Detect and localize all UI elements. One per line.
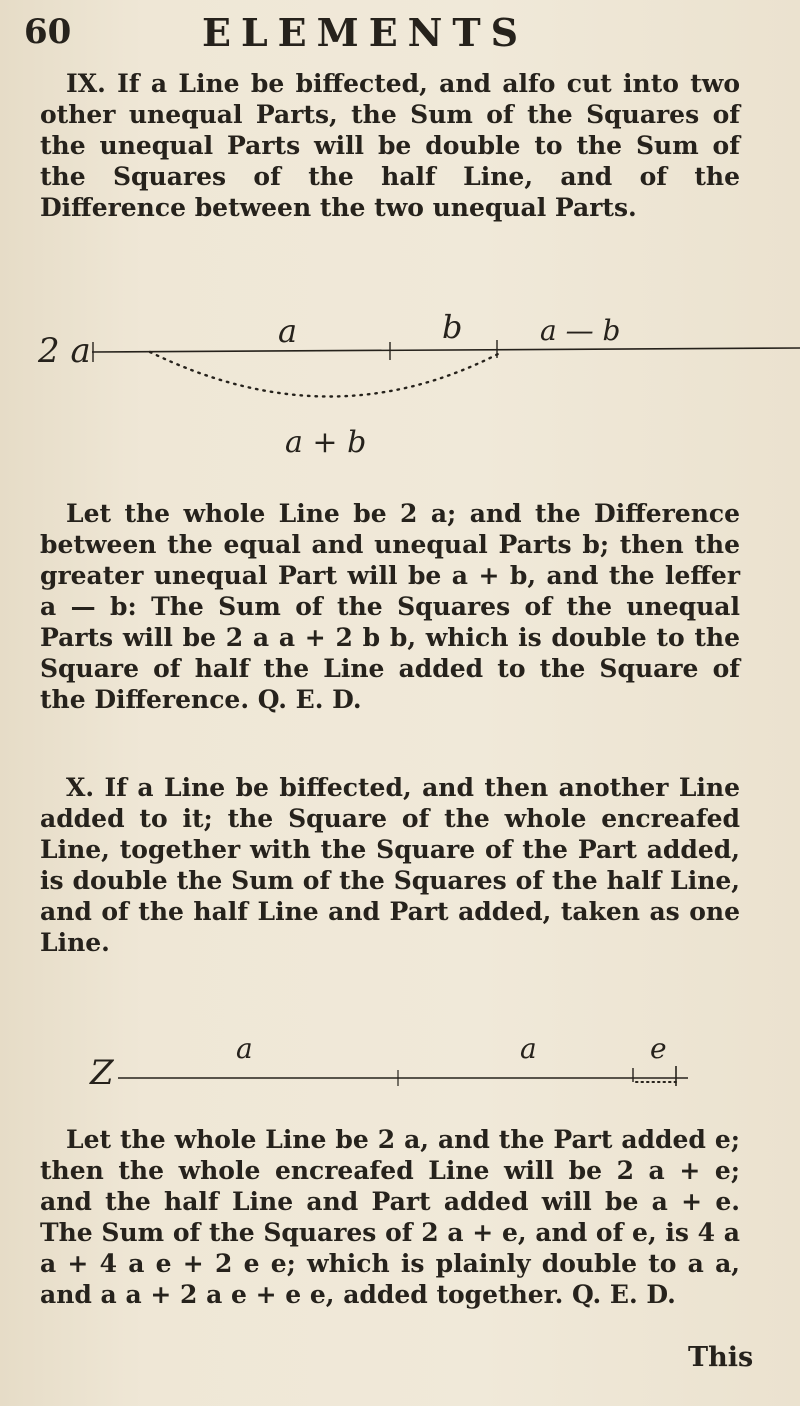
fig2-seg1-label: a [236, 1032, 253, 1065]
page-number: 60 [24, 12, 72, 52]
proof-ix: Let the whole Line be 2 a; and the Difference between the equal and unequal Parts b; then the greater unequal Part will be a + b, and the leffer a — b: The Sum of the Squares of the unequal Parts will be 2 a a + 2 b b, which is double to the Square of half the Line added to the Square of the Difference. Q. E. D. [40, 499, 740, 714]
fig1-seg3-label: a — b [540, 314, 621, 347]
fig1-dotted-arc [150, 352, 498, 397]
fig2-left-label: Z [90, 1053, 114, 1093]
fig1-main-line [92, 348, 800, 352]
proposition-x: X. If a Line be biffected, and then another Line added to it; the Square of the whole encreafed Line, together with the Square of the Part added, is double the Sum of the Squares of the half Line, and of the half Line and Part added, taken as one Line. [40, 773, 740, 957]
fig2-seg3-label: e [650, 1032, 667, 1065]
catchword: This [688, 1342, 754, 1373]
fig2-seg2-label: a [520, 1032, 537, 1065]
running-head [24, 10, 740, 60]
figure-ix [0, 290, 800, 470]
fig1-seg2-label: b [442, 308, 463, 346]
proof-x: Let the whole Line be 2 a, and the Part added e; then the whole encreafed Line will be 2 a + e; and the half Line and Part added will be a + e. The Sum of the Squares of 2 a + e, and of e, is 4 a a + 4 a e + 2 e e; which is plainly double to a a, and a a + 2 a e + e e, added together. Q. E. D. [40, 1125, 740, 1309]
fig1-seg1-label: a [278, 312, 298, 350]
figure-x [0, 1020, 800, 1110]
running-title: ELEMENTS [202, 10, 529, 55]
fig1-left-label: 2 a [38, 331, 91, 371]
fig1-arc-label: a + b [285, 425, 367, 460]
proposition-ix: IX. If a Line be biffected, and alfo cut into two other unequal Parts, the Sum of the Squares of the unequal Parts will be double to the Sum of the Squares of the half Line, and of the Difference between the two unequal Parts. [40, 69, 740, 222]
